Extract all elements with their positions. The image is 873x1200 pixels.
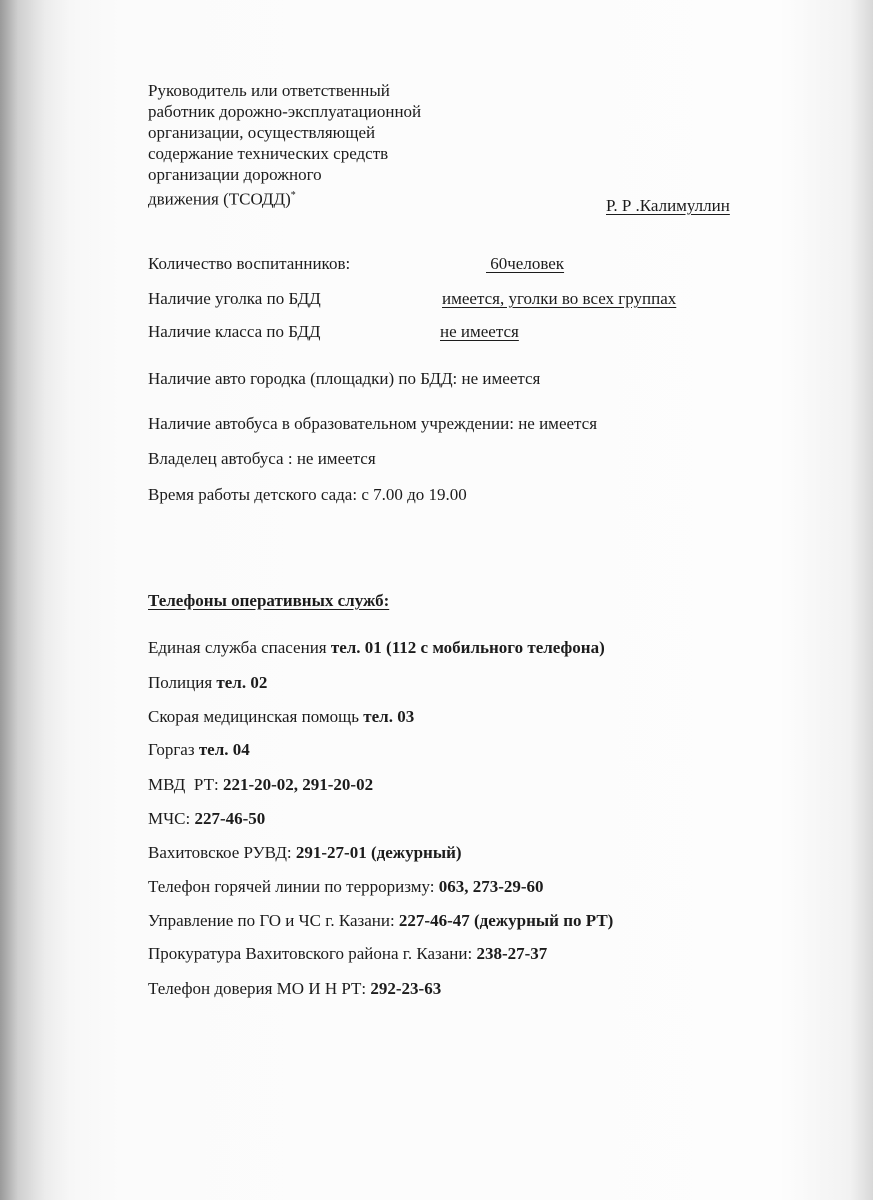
phone-service-name: Прокуратура Вахитовского района г. Казани: <box>148 944 477 963</box>
responsible-person-title <box>148 80 421 210</box>
title-line: работник дорожно-эксплуатационной <box>148 102 422 121</box>
phone-item <box>148 911 613 931</box>
phone-item <box>148 740 250 760</box>
phone-item <box>148 638 605 658</box>
field-label-class: Наличие класса по БДД <box>148 322 321 341</box>
phone-number: тел. 03 <box>363 707 415 726</box>
phone-service-name: МВД РТ: <box>148 775 223 794</box>
statement-autotown: Наличие авто городка (площадки) по БДД: не имеется <box>148 369 541 388</box>
phone-service-name: Единая служба спасения <box>148 638 331 657</box>
statement-hours: Время работы детского сада: с 7.00 до 19.00 <box>148 485 467 504</box>
phone-number: 291-27-01 (дежурный) <box>295 843 462 862</box>
phone-service-name: Вахитовское РУВД: <box>148 843 296 862</box>
title-line: содержание технических средств <box>148 144 389 163</box>
phone-item <box>148 707 414 727</box>
phone-number: 221-20-02, 291-20-02 <box>222 775 374 794</box>
field-label-corner: Наличие уголка по БДД <box>148 289 321 308</box>
footnote-mark: * <box>290 190 296 201</box>
phone-service-name: Скорая медицинская помощь <box>148 707 364 726</box>
phone-item <box>148 673 267 693</box>
field-value-corner: имеется, уголки во всех группах <box>442 289 677 308</box>
phone-number: тел. 02 <box>216 673 268 692</box>
phone-item <box>148 843 462 863</box>
phone-number: тел. 01 (112 с мобильного телефона) <box>330 638 605 657</box>
title-line-last: движения (ТСОДД) <box>148 189 291 209</box>
signatory-name: Р. Р .Калимуллин <box>606 196 730 215</box>
phone-service-name: Телефон горячей линии по терроризму: <box>148 877 439 896</box>
phone-item <box>148 775 373 795</box>
field-label-pupils: Количество воспитанников: <box>148 254 351 273</box>
phone-item <box>148 979 441 999</box>
phone-number: 238-27-37 <box>476 944 548 963</box>
title-line <box>148 185 421 210</box>
statement-bus-owner: Владелец автобуса : не имеется <box>148 449 376 468</box>
title-line: организации, осуществляющей <box>148 123 376 142</box>
title-line: организации дорожного <box>148 165 322 184</box>
phones-heading: Телефоны оперативных служб: <box>148 591 390 610</box>
phone-service-name: МЧС: <box>148 809 195 828</box>
statement-bus: Наличие автобуса в образовательном учреждении: не имеется <box>148 414 598 433</box>
phone-service-name: Управление по ГО и ЧС г. Казани: <box>148 911 399 930</box>
phone-number: 227-46-47 (дежурный по РТ) <box>398 911 614 930</box>
phone-item <box>148 944 547 964</box>
title-line: Руководитель или ответственный <box>148 81 390 100</box>
phone-number: 063, 273-29-60 <box>438 877 544 896</box>
phone-item <box>148 877 544 897</box>
field-value-pupils: 60человек <box>486 254 565 273</box>
phone-number: 227-46-50 <box>194 809 266 828</box>
phone-service-name: Телефон доверия МО И Н РТ: <box>148 979 371 998</box>
field-value-class: не имеется <box>440 322 519 341</box>
phone-number: 292-23-63 <box>370 979 442 998</box>
phone-service-name: Полиция <box>148 673 217 692</box>
phone-number: тел. 04 <box>198 740 250 759</box>
phone-item <box>148 809 265 829</box>
phone-service-name: Горгаз <box>148 740 199 759</box>
